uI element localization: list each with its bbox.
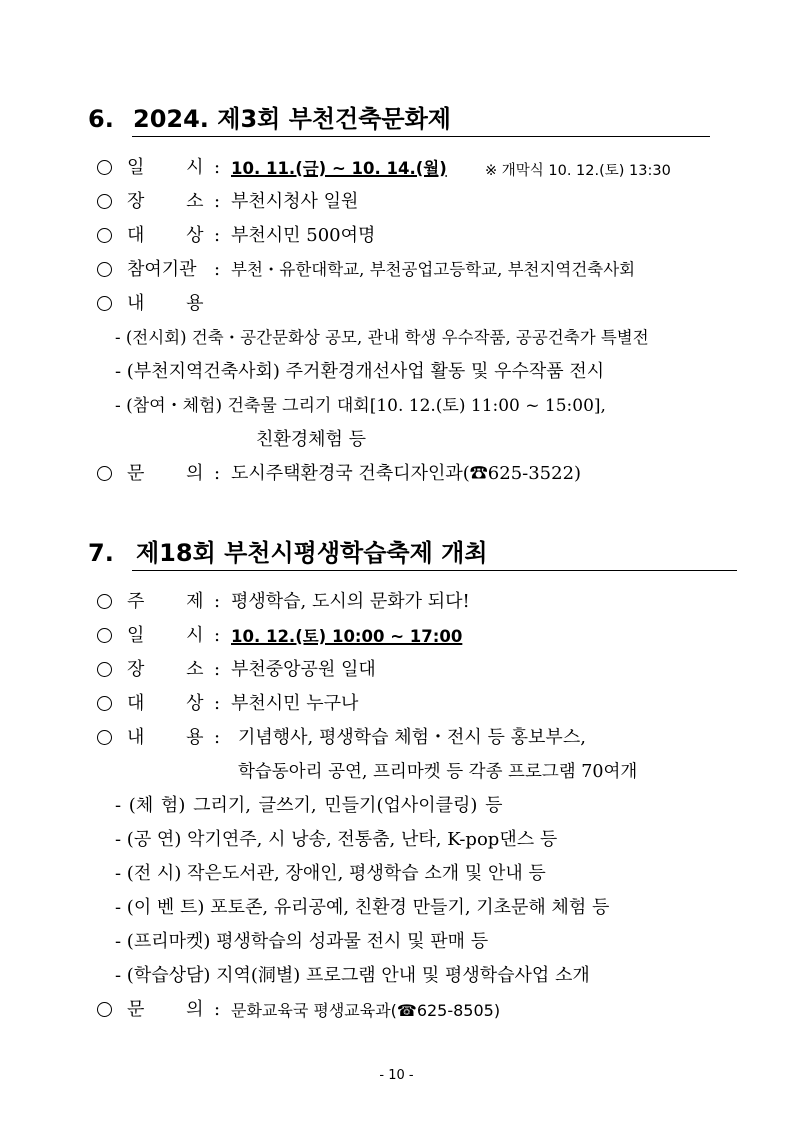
row-value: 문화교육국 평생교육과(☎625-8505)	[231, 1001, 501, 1020]
circle-bullet-icon	[97, 466, 112, 481]
row-label: 일 시	[127, 157, 204, 178]
colon: :	[214, 463, 221, 484]
circle-bullet-icon	[97, 1002, 112, 1017]
section-number: 6.	[88, 105, 114, 133]
list-item-text: - (체 험) 그리기, 글쓰기, 민들기(업사이클링) 등	[115, 795, 503, 816]
list-item-text: - (전 시) 작은도서관, 장애인, 평생학습 소개 및 안내 등	[115, 863, 546, 884]
list-item-text: - (부천지역건축사회) 주거환경개선사업 활동 및 우수작품 전시	[115, 361, 605, 382]
row-value: 부천・유한대학교, 부천공업고등학교, 부천지역건축사회	[231, 260, 636, 279]
page-number: - 10 -	[379, 1068, 414, 1083]
list-item-text: - (공 연) 악기연주, 시 낭송, 전통춤, 난타, K-pop댄스 등	[115, 829, 558, 850]
row-value: 부천시민 500여명	[231, 225, 376, 246]
circle-bullet-icon	[97, 662, 112, 677]
row-label: 주 제	[127, 591, 204, 612]
circle-bullet-icon	[97, 262, 112, 277]
row-label: 참여기관	[127, 259, 197, 280]
list-item-text: - (이 벤 트) 포토존, 유리공예, 친환경 만들기, 기초문해 체험 등	[115, 897, 610, 918]
circle-bullet-icon	[97, 194, 112, 209]
row-label: 장 소	[127, 659, 204, 680]
section-6-rule	[132, 136, 710, 137]
colon: :	[214, 999, 221, 1020]
colon: :	[214, 157, 221, 178]
row-label: 장 소	[127, 191, 204, 212]
colon: :	[214, 591, 221, 612]
list-item-text: - (프리마켓) 평생학습의 성과물 전시 및 판매 등	[115, 931, 489, 952]
row-value: 부천중앙공원 일대	[231, 659, 376, 680]
row-note: ※ 개막식 10. 12.(토) 13:30	[485, 163, 671, 179]
row-label: 내 용	[127, 293, 204, 314]
colon: :	[214, 727, 221, 748]
row-value: 기념행사, 평생학습 체험・전시 등 홍보부스,	[238, 727, 586, 748]
row-value: 학습동아리 공연, 프리마켓 등 각종 프로그램 70여개	[238, 762, 638, 782]
list-item-text: 친환경체험 등	[256, 429, 367, 450]
row-label: 대 상	[127, 693, 204, 714]
colon: :	[214, 625, 221, 646]
row-value: 10. 11.(금) ~ 10. 14.(월)	[231, 159, 447, 178]
row-value: 부천시청사 일원	[231, 191, 359, 212]
colon: :	[214, 693, 221, 714]
row-label: 문 의	[127, 463, 204, 484]
section-7-rule	[132, 570, 737, 571]
row-label: 문 의	[127, 999, 204, 1020]
row-label: 일 시	[127, 625, 204, 646]
section-number: 7.	[88, 539, 114, 567]
circle-bullet-icon	[97, 730, 112, 745]
circle-bullet-icon	[97, 228, 112, 243]
circle-bullet-icon	[97, 628, 112, 643]
circle-bullet-icon	[97, 696, 112, 711]
section-heading: 2024. 제3회 부천건축문화제	[133, 105, 451, 133]
row-value: 평생학습, 도시의 문화가 되다!	[231, 591, 470, 612]
list-item-text: - (전시회) 건축・공간문화상 공모, 관내 학생 우수작품, 공공건축가 특별전	[115, 328, 649, 347]
circle-bullet-icon	[97, 160, 112, 175]
list-item-text: - (학습상담) 지역(洞별) 프로그램 안내 및 평생학습사업 소개	[115, 965, 590, 986]
section-6-title	[88, 104, 451, 134]
row-value: 부천시민 누구나	[231, 693, 359, 714]
list-item-text: - (참여・체험) 건축물 그리기 대회[10. 12.(토) 11:00 ~ 15:00],	[115, 396, 606, 416]
row-label: 내 용	[127, 727, 204, 748]
row-value: 10. 12.(토) 10:00 ~ 17:00	[231, 627, 463, 646]
section-heading: 제18회 부천시평생학습축제 개최	[136, 539, 488, 567]
circle-bullet-icon	[97, 594, 112, 609]
row-label: 대 상	[127, 225, 204, 246]
section-7-title	[88, 538, 488, 568]
row-value: 도시주택환경국 건축디자인과(☎625-3522)	[231, 463, 582, 484]
colon: :	[214, 659, 221, 680]
colon: :	[214, 191, 221, 212]
circle-bullet-icon	[97, 296, 112, 311]
colon: :	[214, 225, 221, 246]
colon: :	[214, 259, 221, 280]
